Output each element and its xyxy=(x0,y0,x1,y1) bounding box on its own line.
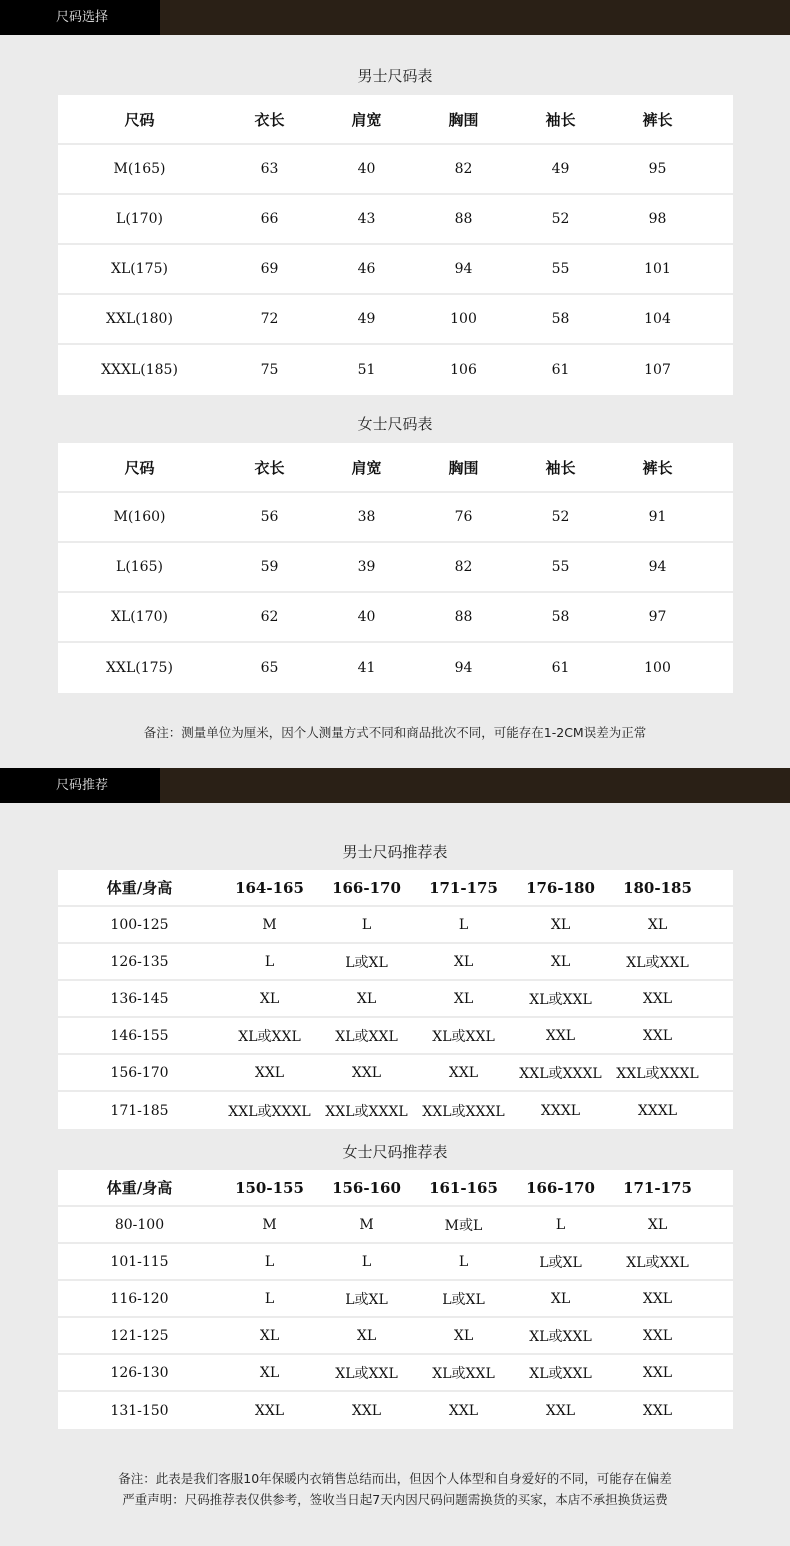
table-row xyxy=(58,1392,733,1429)
row-label-cell: M(160) xyxy=(113,509,166,525)
table-cell: L xyxy=(361,1253,372,1270)
row-label-cell: 101-115 xyxy=(110,1253,169,1270)
table-cell: 97 xyxy=(648,609,667,625)
table-cell: 49 xyxy=(551,161,570,177)
section-bar-size-select xyxy=(0,0,790,35)
table-cell: 51 xyxy=(357,362,376,378)
table-row xyxy=(58,145,733,195)
table-cell: L xyxy=(458,1253,469,1270)
women-size-table xyxy=(58,443,733,693)
row-label-cell: 126-130 xyxy=(110,1364,169,1381)
tab-size-select[interactable]: 尺码选择 xyxy=(0,0,160,35)
table-cell: XL xyxy=(647,916,668,933)
row-label-cell: 136-145 xyxy=(110,990,169,1007)
table-cell: XXL xyxy=(254,1064,285,1081)
row-label-cell: 131-150 xyxy=(110,1402,169,1419)
table-cell: 91 xyxy=(648,509,667,525)
table-cell: 40 xyxy=(357,609,376,625)
header-cell: 肩宽 xyxy=(351,458,382,477)
table-cell: XL xyxy=(259,990,280,1007)
men-recommend-table xyxy=(58,870,733,1129)
header-cell: 体重/身高 xyxy=(106,1179,173,1197)
women-recommend-table-title: 女士尺码推荐表 xyxy=(342,1143,448,1161)
header-cell: 肩宽 xyxy=(351,110,382,129)
table-row xyxy=(58,295,733,345)
table-cell: 63 xyxy=(260,161,279,177)
table-row xyxy=(58,981,733,1018)
table-cell: L或XL xyxy=(345,1291,388,1308)
table-cell: XXXL xyxy=(540,1102,581,1119)
header-cell: 尺码 xyxy=(124,110,155,129)
table-row xyxy=(58,1355,733,1392)
table-cell: 61 xyxy=(551,660,570,676)
table-cell: 95 xyxy=(648,161,667,177)
table-row xyxy=(58,944,733,981)
table-cell: 75 xyxy=(260,362,279,378)
table-cell: L或XL xyxy=(442,1291,485,1308)
table-cell: 69 xyxy=(260,261,279,277)
row-label-cell: L(170) xyxy=(116,211,163,227)
table-cell: 82 xyxy=(454,161,473,177)
table-cell: XL xyxy=(259,1364,280,1381)
table-cell: XL xyxy=(356,990,377,1007)
table-row xyxy=(58,1018,733,1055)
table-cell: 100 xyxy=(450,311,477,327)
table-cell: XL或XXL xyxy=(626,1254,689,1271)
table-row xyxy=(58,543,733,593)
row-label-cell: 116-120 xyxy=(110,1290,169,1307)
table-cell: 76 xyxy=(454,509,473,525)
table-cell: XXL xyxy=(642,990,673,1007)
table-row xyxy=(58,1207,733,1244)
table-row xyxy=(58,1281,733,1318)
row-label-cell: XL(175) xyxy=(111,261,168,277)
header-cell: 171-175 xyxy=(623,1178,692,1197)
table-cell: XL xyxy=(453,953,474,970)
women-size-table-title: 女士尺码表 xyxy=(357,415,433,433)
table-cell: XL xyxy=(453,1327,474,1344)
table-cell: 88 xyxy=(454,609,473,625)
header-cell: 150-155 xyxy=(235,1178,304,1197)
table-cell: XL或XXL xyxy=(238,1028,301,1045)
table-cell: 65 xyxy=(260,660,279,676)
table-cell: XXL或XXXL xyxy=(616,1065,699,1082)
table-cell: XL或XXL xyxy=(335,1365,398,1382)
men-size-table xyxy=(58,95,733,395)
table-cell: 49 xyxy=(357,311,376,327)
row-label-cell: XXXL(185) xyxy=(101,362,178,378)
table-cell: XL xyxy=(259,1327,280,1344)
table-cell: 82 xyxy=(454,559,473,575)
table-cell: 101 xyxy=(644,261,671,277)
header-cell: 尺码 xyxy=(124,458,155,477)
table-cell: XL xyxy=(550,1290,571,1307)
table-cell: L xyxy=(555,1216,566,1233)
table-cell: 55 xyxy=(551,559,570,575)
table-cell: L xyxy=(361,916,372,933)
table-cell: 98 xyxy=(648,211,667,227)
table-cell: L xyxy=(264,1290,275,1307)
row-label-cell: 121-125 xyxy=(110,1327,169,1344)
table-cell: L xyxy=(264,1253,275,1270)
table-cell: 59 xyxy=(260,559,279,575)
table-cell: 58 xyxy=(551,609,570,625)
table-cell: L xyxy=(458,916,469,933)
table-cell: 52 xyxy=(551,211,570,227)
table-cell: XXL或XXXL xyxy=(325,1103,408,1120)
table-cell: XL或XXL xyxy=(335,1028,398,1045)
row-label-cell: 171-185 xyxy=(110,1102,169,1119)
row-label-cell: XL(170) xyxy=(111,609,168,625)
row-label-cell: 100-125 xyxy=(110,916,169,933)
table-cell: XXL或XXXL xyxy=(422,1103,505,1120)
recommend-note-line1: 备注：此表是我们客服10年保暖内衣销售总结而出，但因个人体型和自身爱好的不同，可能存在偏差 xyxy=(118,1471,672,1486)
table-cell: XXL xyxy=(448,1064,479,1081)
table-cell: XXL xyxy=(642,1402,673,1419)
table-row xyxy=(58,195,733,245)
measurement-note: 备注：测量单位为厘米，因个人测量方式不同和商品批次不同，可能存在1-2CM误差为正常 xyxy=(143,725,647,740)
table-cell: 62 xyxy=(260,609,279,625)
table-row xyxy=(58,1092,733,1129)
header-cell: 裤长 xyxy=(642,110,673,129)
table-cell: XXL xyxy=(254,1402,285,1419)
table-cell: 94 xyxy=(454,261,473,277)
table-header-row xyxy=(58,1170,733,1207)
table-cell: 43 xyxy=(357,211,376,227)
table-cell: XL xyxy=(453,990,474,1007)
table-cell: XXXL xyxy=(637,1102,678,1119)
table-cell: 104 xyxy=(644,311,671,327)
header-cell: 180-185 xyxy=(623,878,692,897)
table-cell: 40 xyxy=(357,161,376,177)
table-cell: 41 xyxy=(357,660,376,676)
table-cell: 55 xyxy=(551,261,570,277)
header-cell: 衣长 xyxy=(254,110,285,129)
table-header-row xyxy=(58,95,733,145)
header-cell: 袖长 xyxy=(545,110,576,129)
table-row xyxy=(58,1318,733,1355)
table-cell: L或XL xyxy=(345,954,388,971)
table-cell: XXL xyxy=(545,1027,576,1044)
row-label-cell: 80-100 xyxy=(114,1216,165,1233)
table-cell: XXL xyxy=(642,1327,673,1344)
table-cell: 46 xyxy=(357,261,376,277)
row-label-cell: 156-170 xyxy=(110,1064,169,1081)
table-cell: 107 xyxy=(644,362,671,378)
table-cell: L xyxy=(264,953,275,970)
row-label-cell: 126-135 xyxy=(110,953,169,970)
table-cell: M xyxy=(262,1216,277,1233)
table-row xyxy=(58,1244,733,1281)
table-cell: 94 xyxy=(648,559,667,575)
table-cell: 39 xyxy=(357,559,376,575)
header-cell: 体重/身高 xyxy=(106,879,173,897)
header-cell: 156-160 xyxy=(332,1178,401,1197)
table-cell: XL xyxy=(550,916,571,933)
header-cell: 166-170 xyxy=(332,878,401,897)
women-recommend-table xyxy=(58,1170,733,1429)
table-cell: XL或XXL xyxy=(432,1365,495,1382)
table-cell: XXL xyxy=(642,1290,673,1307)
table-cell: XXL xyxy=(545,1402,576,1419)
table-cell: 94 xyxy=(454,660,473,676)
table-cell: XL xyxy=(550,953,571,970)
table-cell: 106 xyxy=(450,362,477,378)
recommend-note xyxy=(0,1468,790,1510)
row-label-cell: M(165) xyxy=(113,161,166,177)
row-label-cell: L(165) xyxy=(116,559,163,575)
table-header-row xyxy=(58,870,733,907)
table-cell: 58 xyxy=(551,311,570,327)
table-cell: XXL xyxy=(351,1402,382,1419)
table-row xyxy=(58,1055,733,1092)
table-row xyxy=(58,907,733,944)
header-cell: 176-180 xyxy=(526,878,595,897)
table-cell: XL或XXL xyxy=(529,1365,592,1382)
men-size-table-title: 男士尺码表 xyxy=(357,67,433,85)
table-cell: M xyxy=(359,1216,374,1233)
row-label-cell: XXL(180) xyxy=(106,311,173,327)
row-label-cell: XXL(175) xyxy=(106,660,173,676)
header-cell: 166-170 xyxy=(526,1178,595,1197)
tab-size-recommend[interactable]: 尺码推荐 xyxy=(0,768,160,803)
table-cell: M xyxy=(262,916,277,933)
recommend-note-line2: 严重声明：尺码推荐表仅供参考，签收当日起7天内因尺码问题需换货的买家，本店不承担换货运费 xyxy=(122,1492,668,1507)
table-cell: 88 xyxy=(454,211,473,227)
table-cell: XXL xyxy=(642,1364,673,1381)
table-row xyxy=(58,493,733,543)
header-cell: 衣长 xyxy=(254,458,285,477)
table-cell: 61 xyxy=(551,362,570,378)
table-cell: XL或XXL xyxy=(432,1028,495,1045)
table-cell: XL或XXL xyxy=(529,1328,592,1345)
row-label-cell: 146-155 xyxy=(110,1027,169,1044)
table-cell: XXL xyxy=(642,1027,673,1044)
header-cell: 164-165 xyxy=(235,878,304,897)
table-cell: L或XL xyxy=(539,1254,582,1271)
table-cell: XXL或XXXL xyxy=(228,1103,311,1120)
table-row xyxy=(58,345,733,395)
header-cell: 171-175 xyxy=(429,878,498,897)
section-bar-size-recommend xyxy=(0,768,790,803)
table-cell: 56 xyxy=(260,509,279,525)
table-cell: XXL或XXXL xyxy=(519,1065,602,1082)
header-cell: 袖长 xyxy=(545,458,576,477)
table-cell: 100 xyxy=(644,660,671,676)
header-cell: 裤长 xyxy=(642,458,673,477)
table-cell: XL xyxy=(356,1327,377,1344)
table-cell: 66 xyxy=(260,211,279,227)
table-header-row xyxy=(58,443,733,493)
table-cell: XXL xyxy=(351,1064,382,1081)
header-cell: 胸围 xyxy=(448,458,479,477)
men-recommend-table-title: 男士尺码推荐表 xyxy=(342,843,448,861)
table-cell: XL或XXL xyxy=(529,991,592,1008)
table-cell: XL xyxy=(647,1216,668,1233)
table-cell: XL或XXL xyxy=(626,954,689,971)
header-cell: 胸围 xyxy=(448,110,479,129)
table-row xyxy=(58,643,733,693)
table-cell: 72 xyxy=(260,311,279,327)
table-row xyxy=(58,593,733,643)
table-cell: M或L xyxy=(444,1217,483,1234)
table-row xyxy=(58,245,733,295)
table-cell: 38 xyxy=(357,509,376,525)
table-cell: 52 xyxy=(551,509,570,525)
table-cell: XXL xyxy=(448,1402,479,1419)
header-cell: 161-165 xyxy=(429,1178,498,1197)
